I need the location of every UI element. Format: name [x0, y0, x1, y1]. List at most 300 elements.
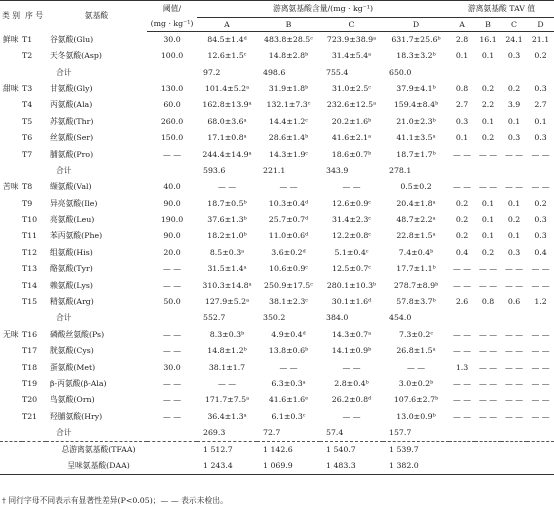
number-cell: T8: [22, 182, 33, 192]
content-c-cell: 232.6±12.5ᵃ: [326, 100, 377, 110]
content-a-cell: 8.5±0.3ᵃ: [209, 247, 245, 257]
content-d-cell: 454.0: [389, 313, 412, 323]
tav-c-cell: 3.9: [507, 100, 521, 110]
threshold-cell: [147, 425, 197, 441]
content-c-cell: 723.9±38.9ᵃ: [326, 35, 377, 45]
number-cell: T19: [22, 379, 38, 388]
category-cell: [0, 277, 22, 293]
tav-d-cell: — —: [531, 395, 550, 405]
category-cell: [0, 228, 22, 244]
tav-a-cell: 0.2: [455, 231, 469, 241]
header-sub: B: [257, 18, 320, 32]
header-number: 序 号: [22, 1, 46, 32]
number-cell: T7: [22, 149, 33, 159]
header-threshold-unit: (mg · kg⁻¹): [147, 18, 197, 32]
amino-acid-cell: 缬氨酸(Val): [50, 182, 92, 192]
header-sub: A: [197, 18, 257, 32]
category-cell: [0, 408, 22, 424]
content-d-cell: 22.8±1.5ᵃ: [396, 231, 436, 241]
category-cell: [0, 359, 22, 375]
content-c-cell: 41.6±2.1ᵃ: [331, 133, 372, 143]
tav-a-cell: — —: [452, 411, 472, 421]
number-cell: T1: [22, 34, 33, 44]
content-b-cell: 14.8±2.8ᵇ: [268, 51, 309, 61]
content-a-cell: 18.7±0.5ᵇ: [207, 198, 247, 208]
number-cell: T3: [22, 83, 33, 93]
amino-acid-cell: 苯丙氨酸(Phe): [50, 231, 103, 241]
tav-c-cell: 0.1: [507, 198, 521, 208]
tav-d-cell: — —: [531, 149, 550, 159]
tav-b-cell: 0.1: [481, 116, 495, 126]
number-cell: T11: [22, 231, 38, 241]
content-b-cell: 498.6: [263, 67, 286, 77]
table-row: [0, 212, 554, 228]
content-b-cell: 10.6±0.9ᶜ: [269, 264, 308, 274]
header-sub: C: [501, 18, 527, 32]
content-d-cell: 7.3±0.2ᶜ: [398, 329, 434, 339]
tav-c-cell: 0.3: [507, 247, 521, 257]
amino-acid-cell: 苏氨酸(Thr): [50, 116, 94, 126]
table-row: [0, 376, 554, 392]
tav-a-cell: 0.8: [455, 83, 469, 93]
tav-a-cell: — —: [452, 264, 472, 274]
tav-d-cell: [527, 425, 554, 441]
category-cell: [0, 343, 22, 359]
tav-d-cell: — —: [531, 362, 550, 372]
amino-acid-cell: 脯氨酸(Pro): [50, 149, 94, 159]
tav-d-cell: 0.3: [534, 215, 547, 225]
summary-label: 呈味氨基酸(DAA): [0, 458, 197, 474]
tav-d-cell: 0.2: [534, 51, 547, 61]
content-d-cell: 278.7±8.9ᵇ: [393, 280, 439, 290]
category-cell: [0, 163, 22, 179]
threshold-cell: — —: [162, 395, 182, 405]
table-row: [0, 97, 554, 113]
content-a-cell: — —: [217, 379, 237, 388]
tav-a-cell: [449, 64, 475, 80]
summary-value: 1 540.7: [320, 441, 383, 457]
category-cell: [0, 376, 22, 392]
tav-a-cell: [449, 425, 475, 441]
number-cell: T18: [22, 362, 38, 372]
tav-b-cell: — —: [478, 362, 498, 372]
amino-acid-cell: 合计: [56, 67, 72, 77]
content-c-cell: 26.2±0.8ᵈ: [331, 395, 372, 405]
tav-c-cell: [501, 310, 527, 326]
category-cell: 无味: [3, 329, 19, 339]
content-c-cell: 5.1±0.4ᶜ: [334, 247, 369, 257]
content-b-cell: 483.8±28.5ᶜ: [264, 35, 313, 45]
table-row: [0, 81, 554, 97]
header-tav: 游离氨基酸 TAV 值: [449, 1, 554, 18]
tav-b-cell: 0.2: [481, 133, 495, 143]
tav-d-cell: — —: [531, 329, 550, 339]
amino-acid-cell: 赖氨酸(Lys): [50, 280, 93, 290]
amino-acid-cell: 酪氨酸(Tyr): [50, 264, 93, 274]
content-b-cell: 13.8±0.6ᵇ: [268, 346, 309, 356]
tav-d-cell: 21.1: [531, 35, 550, 45]
content-a-cell: 14.8±1.2ᵇ: [207, 346, 247, 356]
summary-value: 1 243.4: [197, 458, 257, 474]
amino-acid-cell: 合计: [56, 313, 72, 323]
number-cell: T4: [22, 100, 33, 110]
category-cell: [0, 310, 22, 326]
threshold-cell: 90.0: [163, 198, 181, 208]
content-a-cell: 36.4±1.3ᵃ: [207, 411, 247, 421]
tav-b-cell: 0.1: [481, 215, 495, 225]
threshold-cell: — —: [162, 149, 182, 159]
tav-a-cell: — —: [452, 182, 472, 192]
tav-a-cell: — —: [452, 280, 472, 290]
tav-b-cell: — —: [478, 379, 498, 388]
tav-d-cell: [527, 64, 554, 80]
summary-empty: [527, 441, 554, 457]
tav-b-cell: — —: [478, 329, 498, 339]
content-a-cell: 38.1±1.7: [208, 362, 246, 372]
content-c-cell: 12.2±0.8ᶜ: [332, 231, 371, 241]
threshold-cell: 50.0: [163, 297, 181, 307]
tav-d-cell: — —: [531, 379, 550, 388]
content-c-cell: 280.1±10.3ᵇ: [326, 280, 377, 290]
table-row: [0, 277, 554, 293]
tav-d-cell: — —: [531, 264, 550, 274]
content-b-cell: 6.3±0.3ᵃ: [271, 379, 306, 388]
content-d-cell: 37.9±4.1ᵇ: [396, 83, 436, 93]
content-a-cell: 310.3±14.8ᵃ: [202, 280, 252, 290]
content-c-cell: 14.1±0.9ᵇ: [331, 346, 372, 356]
number-cell: T21: [22, 411, 38, 421]
tav-c-cell: [501, 163, 527, 179]
content-b-cell: 250.9±17.5ᶜ: [264, 280, 313, 290]
content-d-cell: 13.0±0.9ᵇ: [396, 411, 436, 421]
content-a-cell: 127.9±5.2ᵃ: [204, 297, 250, 307]
content-b-cell: 41.6±1.6ᵉ: [268, 395, 309, 405]
tav-a-cell: 2.7: [455, 100, 469, 110]
amino-acid-cell: 组氨酸(His): [50, 247, 93, 257]
threshold-cell: [147, 163, 197, 179]
category-cell: [0, 425, 22, 441]
threshold-cell: — —: [162, 329, 182, 339]
content-a-cell: 593.6: [203, 165, 226, 175]
tav-a-cell: [449, 310, 475, 326]
summary-value: 1 483.3: [320, 458, 383, 474]
tav-b-cell: 0.1: [481, 198, 495, 208]
amino-acid-cell: 异亮氨酸(Ile): [50, 198, 98, 208]
tav-c-cell: — —: [504, 346, 524, 356]
tav-a-cell: 0.2: [455, 215, 469, 225]
amino-acid-cell: 蛋氨酸(Met): [50, 362, 96, 372]
content-d-cell: 107.6±2.7ᵇ: [393, 395, 439, 405]
header-row-1: [0, 1, 554, 18]
tav-c-cell: 24.1: [505, 35, 523, 45]
content-a-cell: — —: [217, 182, 237, 192]
tav-c-cell: 0.3: [507, 51, 521, 61]
tav-b-cell: 0.2: [481, 83, 495, 93]
header-amino-acid: 氨基酸: [46, 1, 147, 32]
threshold-cell: [147, 310, 197, 326]
number-cell: [22, 310, 46, 326]
table-row: [0, 294, 554, 310]
summary-empty: [501, 458, 527, 474]
amino-acid-cell: 甘氨酸(Gly): [50, 83, 93, 93]
content-a-cell: 552.7: [203, 313, 226, 323]
tav-d-cell: 1.2: [534, 297, 547, 307]
amino-acid-cell: 谷氨酸(Glu): [50, 34, 94, 44]
tav-d-cell: 0.3: [534, 83, 547, 93]
threshold-cell: — —: [162, 411, 182, 421]
category-cell: [0, 48, 22, 64]
table-row: [0, 130, 554, 146]
summary-empty: [449, 441, 475, 457]
tav-b-cell: 2.2: [481, 100, 495, 110]
content-b-cell: 25.7±0.7ᵈ: [268, 215, 309, 225]
tav-c-cell: — —: [504, 182, 524, 192]
table-row: [0, 146, 554, 162]
summary-row: [0, 441, 554, 457]
tav-c-cell: — —: [504, 395, 524, 405]
number-cell: T13: [22, 264, 38, 274]
threshold-cell: 150.0: [160, 133, 184, 143]
content-d-cell: 0.5±0.2: [400, 182, 432, 192]
header-sub: C: [320, 18, 383, 32]
summary-empty: [475, 441, 501, 457]
content-d-cell: 159.4±8.4ᵇ: [393, 100, 439, 110]
tav-d-cell: 0.4: [534, 247, 547, 257]
content-b-cell: 31.9±1.8ᵇ: [268, 83, 309, 93]
content-d-cell: 631.7±25.6ᵇ: [391, 35, 441, 45]
threshold-cell: 30.0: [163, 35, 181, 45]
content-d-cell: 57.8±3.7ᵇ: [396, 297, 436, 307]
category-cell: [0, 212, 22, 228]
header-sub: B: [475, 18, 501, 32]
table-row: [0, 359, 554, 375]
tav-b-cell: — —: [478, 395, 498, 405]
table-row: [0, 113, 554, 129]
content-c-cell: 14.3±0.7ᵃ: [331, 329, 372, 339]
content-a-cell: 31.5±1.4ᵃ: [207, 264, 247, 274]
threshold-cell: — —: [162, 264, 182, 274]
content-d-cell: — —: [406, 362, 426, 372]
content-c-cell: — —: [342, 411, 361, 421]
content-d-cell: 157.7: [389, 427, 412, 437]
amino-acid-cell: 合计: [56, 427, 72, 437]
threshold-cell: 60.0: [163, 100, 181, 110]
table-row: [0, 245, 554, 261]
header-sub: A: [449, 18, 475, 32]
number-cell: T20: [22, 395, 38, 405]
tav-a-cell: 0.4: [455, 247, 469, 257]
amino-acid-cell: 合计: [56, 165, 72, 175]
tav-b-cell: [475, 163, 501, 179]
tav-c-cell: — —: [504, 379, 524, 388]
amino-acid-cell: 磷酸丝氨酸(Ps): [50, 329, 105, 339]
category-cell: [0, 261, 22, 277]
number-cell: T10: [22, 215, 38, 225]
amino-acid-cell: 亮氨酸(Leu): [50, 215, 95, 225]
table-row: [0, 32, 554, 48]
amino-acid-cell: 丙氨酸(Ala): [50, 100, 93, 110]
content-b-cell: — —: [279, 182, 298, 192]
tav-a-cell: 0.2: [455, 198, 469, 208]
tav-c-cell: 0.2: [507, 83, 521, 93]
threshold-cell: 260.0: [160, 116, 184, 126]
content-a-cell: 18.2±1.0ᵇ: [207, 231, 247, 241]
content-d-cell: 18.7±1.7ᵇ: [396, 149, 436, 159]
amino-acid-cell: 精氨酸(Arg): [50, 297, 94, 307]
content-c-cell: 57.4: [326, 427, 344, 437]
threshold-cell: — —: [162, 346, 182, 356]
number-cell: T14: [22, 280, 38, 290]
content-b-cell: — —: [279, 362, 298, 372]
number-cell: T16: [22, 329, 38, 339]
content-b-cell: 3.6±0.2ᵈ: [271, 247, 306, 257]
content-b-cell: 10.3±0.4ᵈ: [268, 198, 309, 208]
summary-label: 总游离氨基酸(TFAA): [0, 441, 197, 457]
content-d-cell: 41.1±3.5ᵃ: [396, 133, 436, 143]
content-b-cell: 72.7: [263, 427, 281, 437]
tav-c-cell: — —: [504, 411, 524, 421]
category-cell: [0, 294, 22, 310]
footnote: † 同行字母不同表示有显著性差异(P<0.05)；— — 表示未检出。: [2, 496, 228, 505]
tav-d-cell: 0.2: [534, 198, 547, 208]
tav-a-cell: 1.3: [455, 362, 469, 372]
table-row: [0, 261, 554, 277]
content-c-cell: 30.1±1.6ᵈ: [331, 297, 372, 307]
summary-value: 1 382.0: [383, 458, 449, 474]
threshold-cell: 20.0: [163, 247, 181, 257]
table-row: [0, 48, 554, 64]
content-a-cell: 244.4±14.9ᵃ: [202, 149, 252, 159]
content-a-cell: 68.0±3.6ᵃ: [207, 116, 247, 126]
content-a-cell: 171.7±7.5ᵃ: [204, 395, 250, 405]
tav-a-cell: — —: [452, 329, 472, 339]
content-d-cell: 650.0: [389, 67, 412, 77]
table-row: [0, 228, 554, 244]
tav-b-cell: 0.8: [481, 297, 495, 307]
table-row: [0, 179, 554, 195]
amino-acid-cell: 丝氨酸(Ser): [50, 133, 94, 143]
tav-d-cell: 0.1: [534, 116, 547, 126]
content-b-cell: 350.2: [263, 313, 286, 323]
tav-b-cell: [475, 310, 501, 326]
number-cell: T12: [22, 247, 38, 257]
tav-a-cell: 2.8: [455, 35, 469, 45]
content-b-cell: 11.0±0.6ᵈ: [268, 231, 309, 241]
category-cell: 苦味: [3, 182, 19, 192]
content-c-cell: 31.4±5.4ᵃ: [331, 51, 372, 61]
summary-row: [0, 458, 554, 474]
content-b-cell: 4.9±0.4ᵈ: [271, 329, 306, 339]
summary-empty: [527, 458, 554, 474]
number-cell: T6: [22, 133, 33, 143]
summary-empty: [449, 458, 475, 474]
tav-d-cell: 0.3: [534, 231, 547, 241]
category-cell: [0, 245, 22, 261]
subtotal-row: [0, 64, 554, 80]
tav-d-cell: [527, 310, 554, 326]
tav-c-cell: 0.1: [507, 231, 521, 241]
content-b-cell: 14.4±1.2ᶜ: [269, 116, 308, 126]
threshold-cell: 40.0: [163, 182, 181, 192]
tav-b-cell: [475, 425, 501, 441]
tav-b-cell: — —: [478, 411, 498, 421]
content-b-cell: 221.1: [263, 165, 286, 175]
content-d-cell: 278.1: [389, 165, 412, 175]
header-sub: D: [383, 18, 449, 32]
content-a-cell: 37.6±1.3ᵇ: [207, 215, 247, 225]
amino-acid-cell: 羟脯氨酸(Hry): [50, 411, 103, 421]
threshold-cell: 130.0: [160, 83, 184, 93]
content-c-cell: 12.5±0.7ᶜ: [332, 264, 371, 274]
number-cell: T5: [22, 116, 33, 126]
content-c-cell: 12.6±0.9ᶜ: [332, 198, 371, 208]
tav-c-cell: [501, 425, 527, 441]
summary-empty: [475, 458, 501, 474]
tav-a-cell: 0.1: [455, 51, 469, 61]
content-a-cell: 97.2: [203, 67, 221, 77]
content-a-cell: 269.3: [203, 427, 226, 437]
category-cell: [0, 195, 22, 211]
tav-d-cell: — —: [531, 346, 550, 356]
tav-c-cell: — —: [504, 280, 524, 290]
tav-d-cell: [527, 163, 554, 179]
content-b-cell: 28.6±1.4ᵇ: [268, 133, 309, 143]
header-free-amino-acid: 游离氨基酸含量/(mg · kg⁻¹): [197, 1, 449, 18]
tav-d-cell: 2.7: [534, 100, 547, 110]
tav-a-cell: 2.6: [455, 297, 469, 307]
content-c-cell: 20.2±1.6ᵇ: [331, 116, 372, 126]
content-b-cell: 132.1±7.3ᶜ: [266, 100, 311, 110]
content-d-cell: 21.0±2.3ᵇ: [396, 116, 436, 126]
tav-d-cell: — —: [531, 411, 550, 421]
tav-a-cell: — —: [452, 346, 472, 356]
content-b-cell: 14.3±1.9ᶜ: [269, 149, 308, 159]
table-row: [0, 195, 554, 211]
table-row: [0, 392, 554, 408]
content-c-cell: 31.4±2.3ᶜ: [332, 215, 371, 225]
content-c-cell: — —: [342, 362, 361, 372]
content-d-cell: 20.4±1.8ᵃ: [396, 198, 436, 208]
tav-c-cell: — —: [504, 362, 524, 372]
threshold-cell: — —: [162, 280, 182, 290]
summary-value: 1 142.6: [257, 441, 320, 457]
tav-a-cell: — —: [452, 395, 472, 405]
summary-value: 1 069.9: [257, 458, 320, 474]
content-d-cell: 48.7±2.2ᵃ: [396, 215, 436, 225]
category-cell: [0, 146, 22, 162]
tav-d-cell: 0.3: [534, 133, 547, 143]
content-d-cell: 7.4±0.4ᵇ: [398, 247, 434, 257]
content-c-cell: 343.9: [326, 165, 349, 175]
subtotal-row: [0, 310, 554, 326]
threshold-cell: 30.0: [163, 362, 181, 372]
amino-acid-cell: 天冬氨酸(Asp): [50, 51, 102, 61]
content-d-cell: 17.7±1.1ᵇ: [396, 264, 436, 274]
header-threshold: 阈值/: [147, 1, 197, 18]
tav-c-cell: 0.1: [507, 116, 521, 126]
number-cell: T17: [22, 346, 38, 356]
threshold-cell: — —: [162, 379, 182, 388]
header-category: 类 别: [0, 1, 22, 32]
tav-b-cell: — —: [478, 280, 498, 290]
threshold-cell: 190.0: [160, 215, 184, 225]
content-c-cell: 2.8±0.4ᵇ: [334, 379, 369, 388]
tav-b-cell: — —: [478, 149, 498, 159]
content-a-cell: 17.1±0.8ᵃ: [207, 133, 247, 143]
content-c-cell: 384.0: [326, 313, 349, 323]
summary-empty: [501, 441, 527, 457]
summary-value: 1 512.7: [197, 441, 257, 457]
